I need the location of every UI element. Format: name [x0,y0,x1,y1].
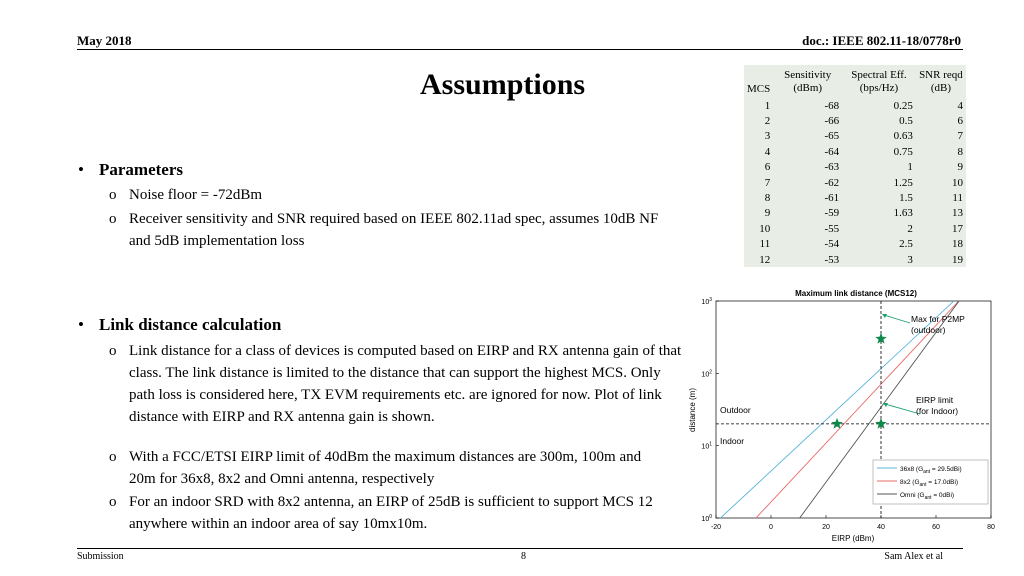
table-cell: 12 [759,253,771,266]
link-item [109,446,669,490]
x-tick-label: 0 [769,524,773,531]
table-cell: 8 [764,192,771,205]
table-cell: -64 [824,145,840,158]
chart-title: Maximum link distance (MCS12) [795,289,917,298]
y-tick-label: $10^1$ [701,441,712,451]
footer-page-number: 8 [521,551,526,562]
table-row [744,206,966,221]
link-item-text: With a FCC/ETSI EIRP limit of 40dBm the maximum distances are 300m, 100m and 20m for 36x8, 8x2 and Omni antenna, respectively [129,449,642,487]
table-cell: 7 [957,130,963,143]
link-item [109,340,685,428]
table-cell: 0.63 [893,130,913,143]
table-cell: 0.25 [893,99,913,112]
table-cell: 3 [907,253,913,266]
table-cell: 10 [952,176,963,189]
table-cell: 2 [907,222,913,235]
annotation-eirp-limit: EIRP limit (for Indoor) [916,395,959,416]
table-row [744,237,966,252]
table-row [744,98,966,113]
x-tick-label: 40 [877,524,885,531]
col-header-snr: SNR reqd (dB) [919,68,963,94]
footer-rule [77,548,963,549]
table-cell: -66 [824,115,840,128]
slide-title: Assumptions [420,68,586,101]
table-row [744,175,966,190]
y-tick-label: $10^2$ [701,369,712,379]
legend-label: 8x2 $(G_{ant} = 17.0dBi)$ [900,479,959,488]
col-header-spectral-eff: Spectral Eff. (bps/Hz) [851,68,907,94]
x-axis-label: EIRP (dBm) [831,534,875,543]
table-cell: 17 [952,222,963,235]
table-row [744,129,966,144]
annotation-outdoor: Outdoor [720,405,751,415]
table-cell: 13 [952,207,963,220]
bullet-icon: • [78,315,84,334]
table-cell: 8 [957,145,963,158]
legend-label: Omni $(G_{ant} = 0dBi)$ [900,492,955,501]
table-cell: 1.25 [893,176,913,189]
y-axis-label: distance (m) [688,387,697,433]
table-cell: -53 [824,253,840,266]
table-cell: 11 [952,192,963,205]
table-cell: 9 [957,161,963,174]
table-row [744,252,966,267]
table-cell: -62 [824,176,840,189]
table-cell: -65 [824,130,840,143]
sub-bullet-icon: o [109,343,117,359]
table-row [744,160,966,175]
table-cell: 2.5 [899,238,913,251]
sub-bullet-icon: o [109,494,117,510]
header-doc-id: doc.: IEEE 802.11-18/0778r0 [802,33,961,48]
col-header-sensitivity: Sensitivity (dBm) [784,68,832,94]
table-cell: 10 [759,222,771,235]
chart-legend [873,460,988,504]
table-row [744,144,966,159]
link-distance-heading [78,315,282,335]
sub-bullet-icon: o [109,449,117,465]
footer-author: Sam Alex et al [884,551,943,562]
table-cell: 3 [764,130,771,143]
parameter-item [109,208,679,252]
header-rule [77,49,963,50]
parameters-heading [78,160,184,180]
table-cell: 6 [957,115,963,128]
table-row [744,221,966,236]
annotation-indoor: Indoor [720,436,745,446]
table-cell: -63 [824,161,840,174]
table-cell: 1 [907,161,913,174]
table-cell: 1.5 [899,192,913,205]
table-cell: 0.5 [899,115,913,128]
x-tick-label: 80 [987,524,995,531]
table-cell: 1.63 [893,207,913,220]
table-cell: -61 [824,192,840,205]
table-cell: 7 [764,176,771,189]
table-cell: 4 [764,145,771,158]
table-cell: 9 [764,207,771,220]
link-item [109,491,689,535]
table-cell: 6 [764,161,771,174]
table-cell: -54 [824,238,840,251]
x-tick-label: -20 [710,524,722,531]
sub-bullet-icon: o [109,187,117,203]
legend-label: 36x8 $(G_{ant} = 29.5dBi)$ [900,466,962,475]
table-cell: 2 [764,115,771,128]
header-date: May 2018 [77,33,132,48]
y-tick-label: $10^0$ [701,514,712,523]
link-distance-heading-text: Link distance calculation [99,315,282,334]
table-cell: 4 [957,99,963,112]
parameter-item-text: Receiver sensitivity and SNR required based on IEEE 802.11ad spec, assumes 10dB NF and 5dB implementation loss [129,211,659,249]
table-cell: 0.75 [893,145,913,158]
parameter-item [109,184,679,206]
footer-submission: Submission [77,551,124,562]
table-body [744,98,966,267]
x-tick-label: 20 [822,524,830,531]
table-cell: 11 [759,238,771,251]
mcs-table [744,65,966,267]
table-cell: -55 [824,222,840,235]
parameter-item-text: Noise floor = -72dBm [129,187,263,203]
link-item-text: Link distance for a class of devices is computed based on EIRP and RX antenna gain of that class. The link distance is limited to the distance that can support the highest MCS. Only path loss is considered here, TX EVM requirements etc. are ignored for now. Plot of link distance with EIRP and RX antenna gain is shown. [129,343,682,425]
annotation-max-p2mp: Max for P2MP (outdoor) [911,314,965,335]
table-cell: -59 [824,207,840,220]
table-header-row [744,65,966,98]
table-row [744,190,966,205]
sub-bullet-icon: o [109,211,117,227]
table-cell: -68 [824,99,840,112]
col-header-mcs: MCS [747,83,771,95]
link-item-text: For an indoor SRD with 8x2 antenna, an EIRP of 25dB is sufficient to support MCS 12 anywhere within an indoor area of say 10mx10m. [129,494,653,532]
table-cell: 19 [952,253,963,266]
table-cell: 18 [952,238,963,251]
y-tick-label: $10^3$ [701,297,712,306]
bullet-icon: • [78,160,84,179]
link-distance-chart [686,284,998,546]
table-row [744,113,966,128]
table-cell: 1 [764,99,771,112]
parameters-heading-text: Parameters [99,160,184,179]
x-tick-label: 60 [932,524,940,531]
